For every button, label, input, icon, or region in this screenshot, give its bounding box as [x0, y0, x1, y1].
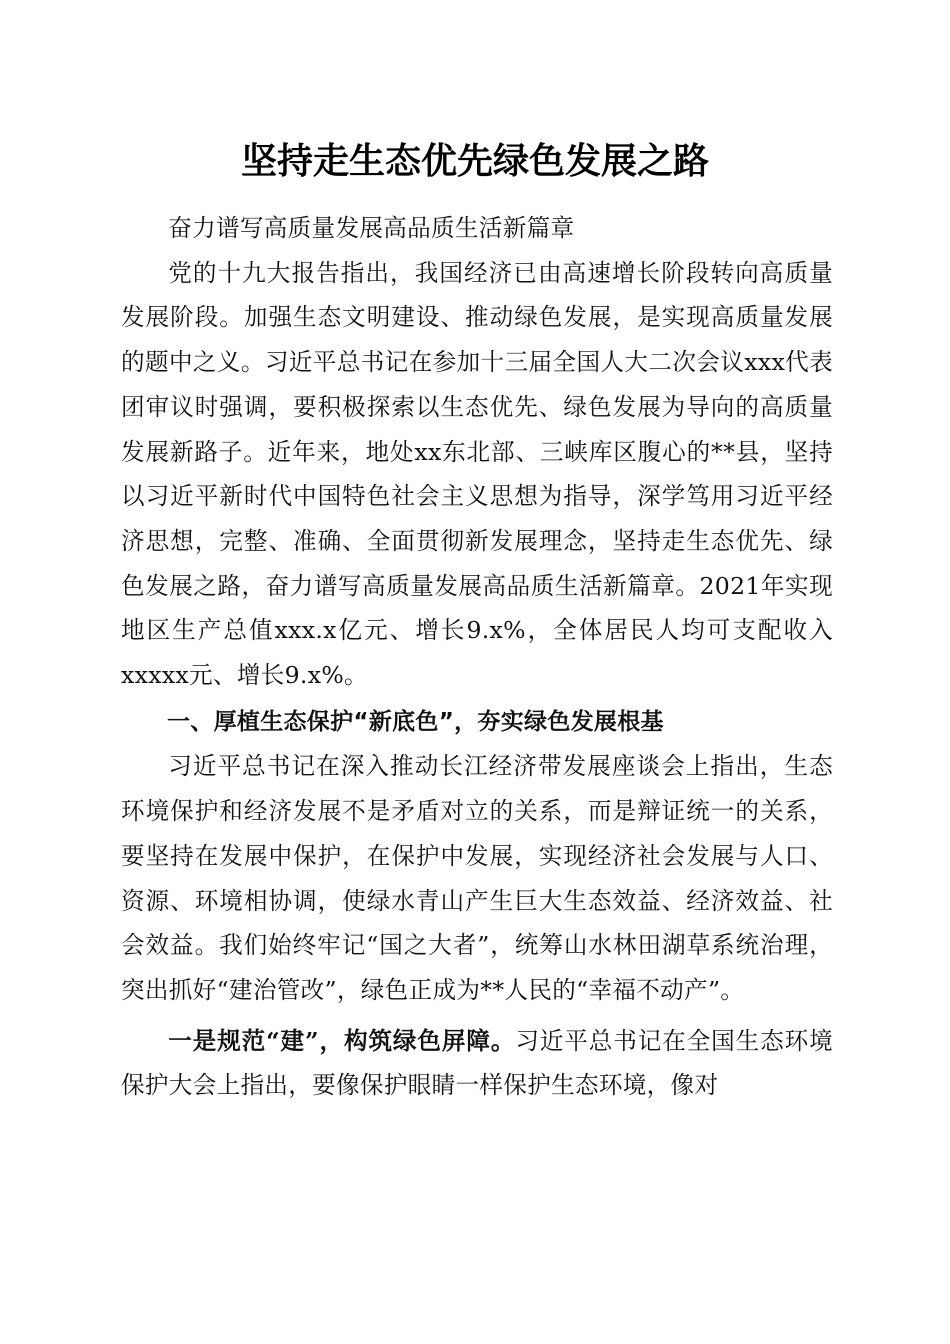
section-heading: 一、厚植生态保护“新底色”，夯实绿色发展根基	[167, 708, 664, 735]
point-one-paragraph	[121, 1019, 833, 1108]
point-one-text: 习近平总书记在全国生态环境保护大会上指出，要像保护眼睛一样保护生态环境，像对	[121, 1026, 833, 1100]
intro-paragraph: 党的十九大报告指出，我国经济已由高速增长阶段转向高质量发展阶段。加强生态文明建设、推动绿色发展，是实现高质量发展的题中之义。习近平总书记在参加十三届全国人大二次会议xxx代表团审议时强调，要积极探索以生态优先、绿色发展为导向的高质量发展新路子。近年来，地处xx东北部、三峡库区腹心的**县，坚持以习近平新时代中国特色社会主义思想为指导，深学笃用习近平经济思想，完整、准确、全面贯彻新发展理念，坚持走生态优先、绿色发展之路，奋力谱写高质量发展高品质生活新篇章。2021年实现地区生产总值xxx.x亿元、增长9.x%，全体居民人均可支配收入xxxxx元、增长9.x%。	[121, 258, 833, 690]
subtitle-paragraph: 奋力谱写高质量发展高品质生活新篇章	[168, 214, 575, 242]
document-body	[121, 206, 833, 1108]
document-title: 坚持走生态优先绿色发展之路	[240, 140, 709, 182]
point-one-lead: 一是规范“建”，构筑绿色屏障。	[168, 1026, 516, 1055]
section-paragraph: 习近平总书记在深入推动长江经济带发展座谈会上指出，生态环境保护和经济发展不是矛盾对立的关系，而是辩证统一的关系，要坚持在发展中保护，在保护中发展，实现经济社会发展与人口、资源、环境相协调，使绿水青山产生巨大生态效益、经济效益、社会效益。我们始终牢记“国之大者”，统筹山水林田湖草系统治理，突出抓好“建治管改”，绿色正成为**人民的“幸福不动产”。	[121, 752, 833, 1004]
